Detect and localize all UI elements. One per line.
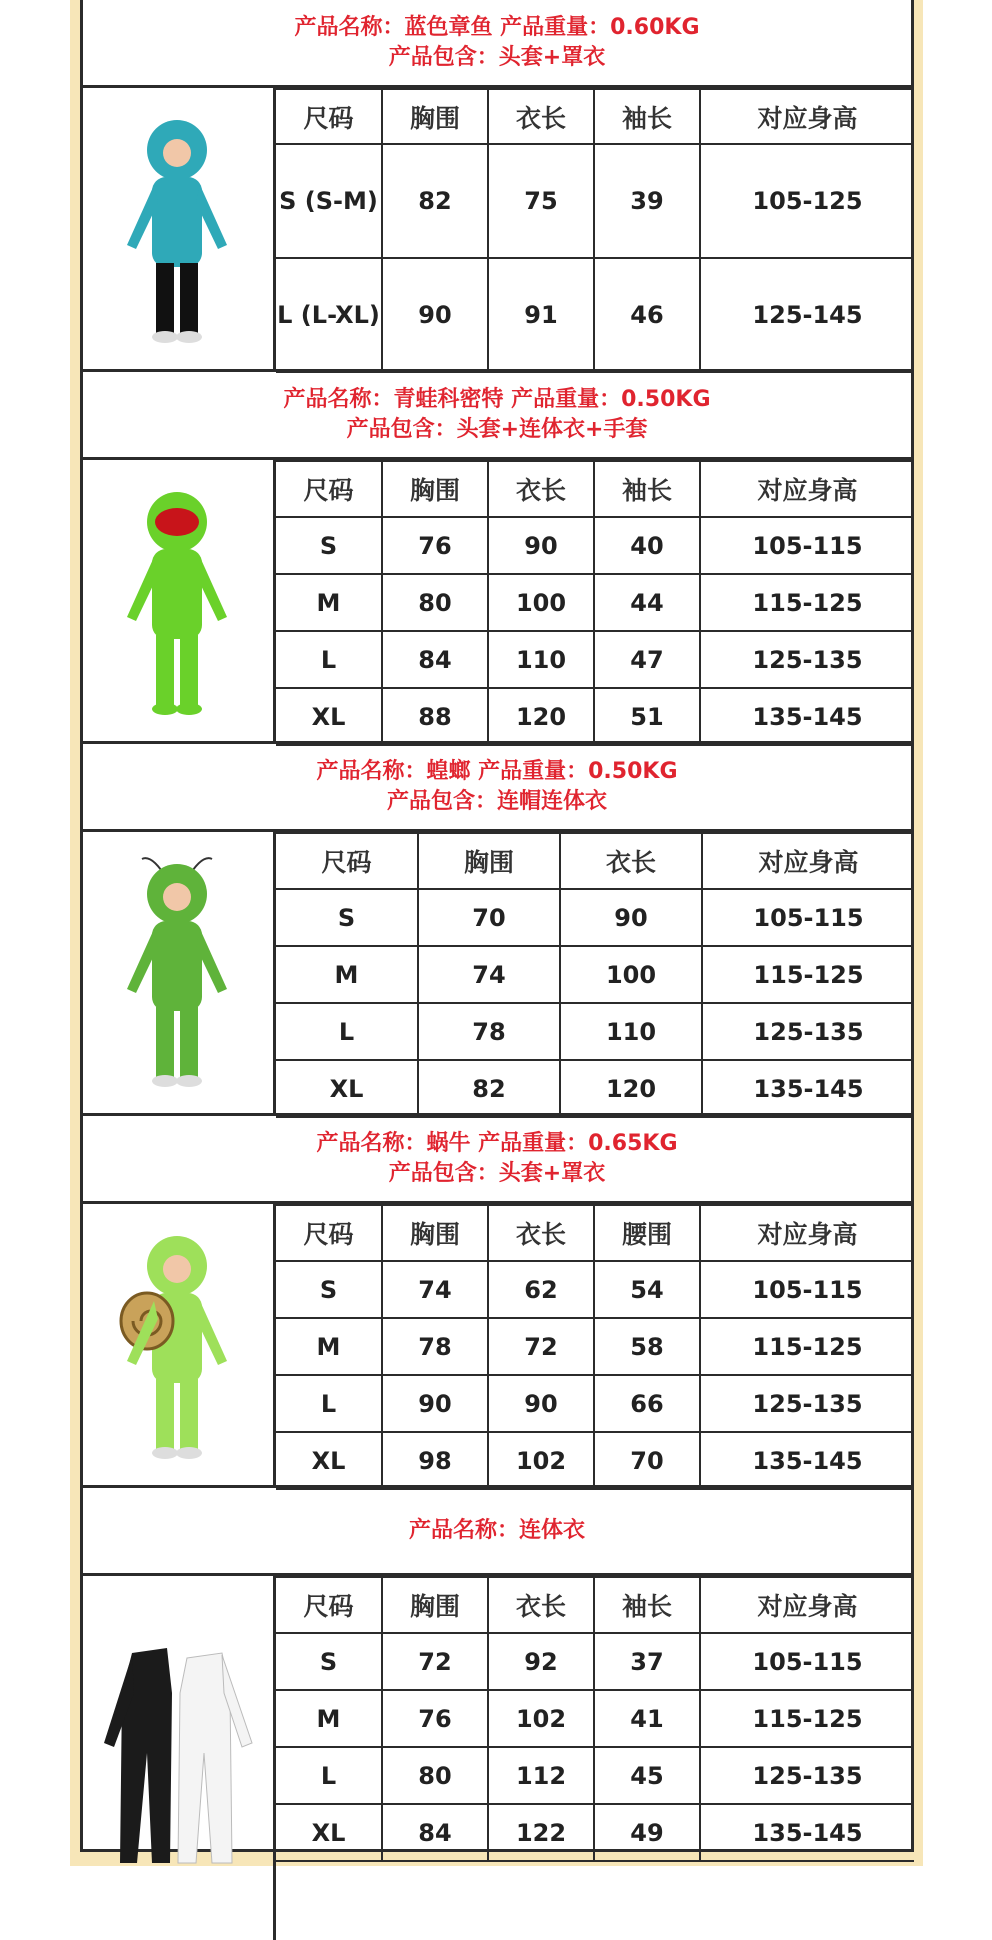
table-cell: 40	[594, 517, 700, 574]
table-cell: 54	[594, 1261, 700, 1318]
size-table	[276, 832, 914, 1118]
table-cell: S	[276, 1633, 382, 1690]
product-block	[80, 1488, 914, 1940]
column-header: 衣长	[488, 1577, 594, 1633]
table-cell: XL	[276, 688, 382, 745]
product-name-weight: 产品名称：连体衣	[408, 1517, 585, 1543]
table-cell: 120	[560, 1060, 702, 1117]
size-table	[276, 460, 914, 746]
table-cell: L	[276, 1747, 382, 1804]
table-cell: M	[276, 1318, 382, 1375]
table-cell: 90	[382, 1375, 488, 1432]
table-cell: XL	[276, 1432, 382, 1489]
column-header: 尺码	[276, 461, 382, 517]
table-cell: 135-145	[700, 688, 914, 745]
table-cell: 72	[488, 1318, 594, 1375]
table-cell: 78	[418, 1003, 560, 1060]
table-cell: 90	[382, 258, 488, 372]
table-row	[276, 1261, 914, 1318]
product-block	[80, 1116, 914, 1488]
product-photo	[80, 1576, 276, 1940]
column-header: 胸围	[382, 461, 488, 517]
table-cell: 91	[488, 258, 594, 372]
product-block	[80, 744, 914, 1116]
column-header: 衣长	[488, 89, 594, 144]
table-cell: 100	[560, 946, 702, 1003]
table-row	[276, 1375, 914, 1432]
size-table	[276, 88, 914, 373]
product-title	[80, 744, 914, 832]
product-photo	[80, 88, 276, 372]
column-header: 衣长	[560, 833, 702, 889]
column-header: 腰围	[594, 1205, 700, 1261]
table-cell: 39	[594, 144, 700, 258]
snail-costume-photo	[92, 1221, 262, 1471]
table-cell: 135-145	[700, 1432, 914, 1489]
product-block	[80, 372, 914, 744]
table-cell: 90	[560, 889, 702, 946]
table-cell: M	[276, 1690, 382, 1747]
product-name-weight: 产品名称：青蛙科密特 产品重量：0.50KG	[283, 386, 711, 412]
table-cell: 125-135	[700, 1375, 914, 1432]
table-cell: 92	[488, 1633, 594, 1690]
table-row	[276, 1318, 914, 1375]
column-header: 袖长	[594, 461, 700, 517]
product-title	[80, 1488, 914, 1576]
table-cell: 66	[594, 1375, 700, 1432]
table-cell: L	[276, 1375, 382, 1432]
table-cell: 74	[382, 1261, 488, 1318]
table-cell: 105-115	[700, 517, 914, 574]
product-block	[80, 0, 914, 372]
grasshopper-costume-photo	[92, 849, 262, 1099]
column-header: 胸围	[382, 1205, 488, 1261]
table-cell: L	[276, 631, 382, 688]
table-cell: 88	[382, 688, 488, 745]
table-row	[276, 1432, 914, 1489]
table-row	[276, 1747, 914, 1804]
table-cell: 47	[594, 631, 700, 688]
table-cell: 115-125	[700, 574, 914, 631]
product-name-weight: 产品名称：蓝色章鱼 产品重量：0.60KG	[294, 14, 700, 40]
table-row	[276, 1060, 914, 1117]
column-header: 衣长	[488, 461, 594, 517]
column-header: 对应身高	[702, 833, 914, 889]
table-cell: 70	[594, 1432, 700, 1489]
table-header-row	[276, 1205, 914, 1261]
table-cell: 75	[488, 144, 594, 258]
table-cell: 105-115	[700, 1633, 914, 1690]
table-cell: 120	[488, 688, 594, 745]
table-cell: 44	[594, 574, 700, 631]
table-cell: L	[276, 1003, 418, 1060]
table-cell: M	[276, 574, 382, 631]
table-cell: 102	[488, 1432, 594, 1489]
table-cell: 102	[488, 1690, 594, 1747]
table-row	[276, 144, 914, 258]
table-cell: 110	[560, 1003, 702, 1060]
size-table	[276, 1204, 914, 1490]
column-header: 胸围	[418, 833, 560, 889]
table-cell: 49	[594, 1804, 700, 1861]
size-table	[276, 1576, 914, 1862]
jumpsuit-photo	[92, 1633, 262, 1883]
table-cell: 46	[594, 258, 700, 372]
table-cell: 105-115	[700, 1261, 914, 1318]
column-header: 尺码	[276, 833, 418, 889]
column-header: 对应身高	[700, 1205, 914, 1261]
product-photo	[80, 460, 276, 744]
table-cell: 115-125	[700, 1690, 914, 1747]
table-cell: 135-145	[700, 1804, 914, 1861]
table-cell: 37	[594, 1633, 700, 1690]
table-cell: 110	[488, 631, 594, 688]
table-row	[276, 574, 914, 631]
table-cell: S	[276, 517, 382, 574]
table-cell: 62	[488, 1261, 594, 1318]
table-header-row	[276, 1577, 914, 1633]
table-cell: 74	[418, 946, 560, 1003]
column-header: 尺码	[276, 1205, 382, 1261]
table-cell: 80	[382, 1747, 488, 1804]
table-cell: M	[276, 946, 418, 1003]
table-cell: 82	[382, 144, 488, 258]
product-contents: 产品包含：头套+连体衣+手套	[346, 416, 648, 442]
table-row	[276, 631, 914, 688]
product-title	[80, 372, 914, 460]
column-header: 袖长	[594, 1577, 700, 1633]
column-header: 衣长	[488, 1205, 594, 1261]
table-cell: 115-125	[700, 1318, 914, 1375]
product-contents: 产品包含：头套+罩衣	[388, 1160, 606, 1186]
product-name-weight: 产品名称：蝗螂 产品重量：0.50KG	[316, 758, 678, 784]
table-cell: 45	[594, 1747, 700, 1804]
table-row	[276, 946, 914, 1003]
table-cell: 90	[488, 1375, 594, 1432]
table-cell: 70	[418, 889, 560, 946]
table-cell: 125-145	[700, 258, 914, 372]
table-cell: 125-135	[700, 1747, 914, 1804]
column-header: 尺码	[276, 1577, 382, 1633]
table-cell: 76	[382, 517, 488, 574]
table-row	[276, 1804, 914, 1861]
table-row	[276, 517, 914, 574]
column-header: 对应身高	[700, 1577, 914, 1633]
table-header-row	[276, 89, 914, 144]
column-header: 对应身高	[700, 461, 914, 517]
table-cell: 80	[382, 574, 488, 631]
table-cell: 41	[594, 1690, 700, 1747]
table-cell: 58	[594, 1318, 700, 1375]
column-header: 胸围	[382, 89, 488, 144]
table-row	[276, 1690, 914, 1747]
table-cell: 72	[382, 1633, 488, 1690]
table-header-row	[276, 461, 914, 517]
table-cell: 51	[594, 688, 700, 745]
product-title	[80, 1116, 914, 1204]
table-cell: 125-135	[702, 1003, 914, 1060]
table-cell: S (S-M)	[276, 144, 382, 258]
column-header: 胸围	[382, 1577, 488, 1633]
table-row	[276, 889, 914, 946]
table-cell: 84	[382, 1804, 488, 1861]
product-contents: 产品包含：头套+罩衣	[388, 44, 606, 70]
table-row	[276, 1003, 914, 1060]
column-header: 袖长	[594, 89, 700, 144]
table-header-row	[276, 833, 914, 889]
column-header: 对应身高	[700, 89, 914, 144]
product-contents: 产品包含：连帽连体衣	[386, 788, 607, 814]
table-cell: 125-135	[700, 631, 914, 688]
table-cell: 84	[382, 631, 488, 688]
table-row	[276, 688, 914, 745]
table-cell: 135-145	[702, 1060, 914, 1117]
table-cell: S	[276, 889, 418, 946]
table-cell: 122	[488, 1804, 594, 1861]
table-cell: XL	[276, 1804, 382, 1861]
table-cell: 115-125	[702, 946, 914, 1003]
table-cell: 98	[382, 1432, 488, 1489]
table-row	[276, 258, 914, 372]
table-cell: 105-115	[702, 889, 914, 946]
table-cell: 78	[382, 1318, 488, 1375]
octopus-costume-photo	[92, 105, 262, 355]
product-photo	[80, 832, 276, 1116]
product-photo	[80, 1204, 276, 1488]
table-cell: 82	[418, 1060, 560, 1117]
column-header: 尺码	[276, 89, 382, 144]
table-cell: 100	[488, 574, 594, 631]
table-row	[276, 1633, 914, 1690]
table-cell: 105-125	[700, 144, 914, 258]
table-cell: 76	[382, 1690, 488, 1747]
product-name-weight: 产品名称：蜗牛 产品重量：0.65KG	[316, 1130, 678, 1156]
table-cell: 112	[488, 1747, 594, 1804]
table-cell: 90	[488, 517, 594, 574]
table-cell: S	[276, 1261, 382, 1318]
product-title	[80, 0, 914, 88]
table-cell: XL	[276, 1060, 418, 1117]
frog-costume-photo	[92, 477, 262, 727]
table-cell: L (L-XL)	[276, 258, 382, 372]
